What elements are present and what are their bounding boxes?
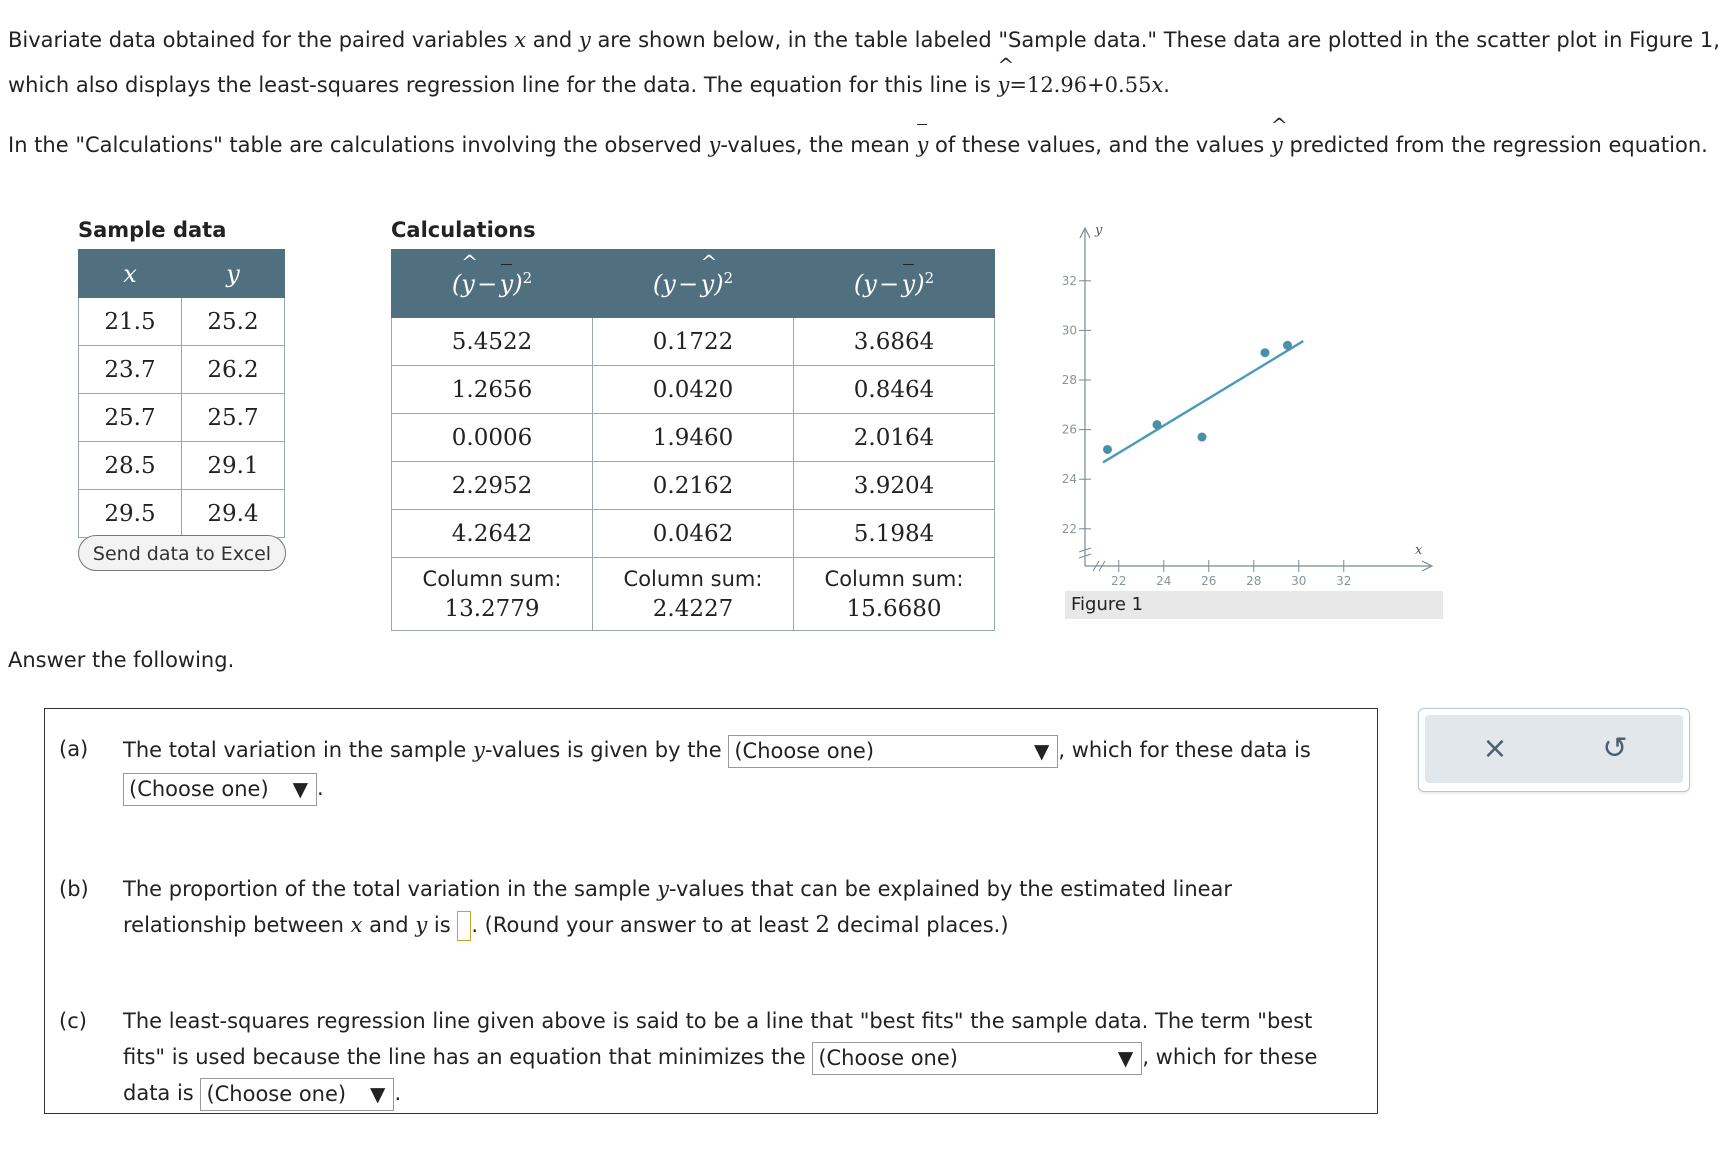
table-row bbox=[79, 490, 285, 538]
y-axis-label: y bbox=[1095, 223, 1103, 238]
data-point bbox=[1261, 348, 1270, 357]
column-sum-label: Column sum: bbox=[422, 567, 562, 591]
calculations-heading: Calculations bbox=[391, 218, 536, 242]
table-row bbox=[79, 346, 285, 394]
dropdown-arrow-icon: ▼ bbox=[292, 776, 308, 801]
calc-cell: 2.2952 bbox=[392, 462, 593, 510]
calc-cell: 0.8464 bbox=[794, 366, 995, 414]
total-variation-dropdown[interactable]: (Choose one) ▼ bbox=[728, 735, 1058, 768]
proportion-input[interactable] bbox=[457, 911, 471, 941]
regression-equation: =12.96+0.55 bbox=[1009, 73, 1152, 97]
column-sum-row bbox=[392, 558, 995, 631]
calc-cell: 0.0462 bbox=[593, 510, 794, 558]
question-letter: (b) bbox=[59, 877, 89, 901]
column-sum-cell bbox=[593, 558, 794, 631]
calc-cell: 1.2656 bbox=[392, 366, 593, 414]
send-data-to-excel-button[interactable]: Send data to Excel bbox=[78, 535, 286, 571]
question-letter: (c) bbox=[59, 1009, 87, 1033]
y-bar-symbol: y bbox=[916, 130, 928, 160]
calc-cell: 0.0420 bbox=[593, 366, 794, 414]
cell-y: 25.2 bbox=[182, 298, 285, 346]
data-point bbox=[1283, 341, 1292, 350]
regression-line bbox=[1103, 341, 1303, 462]
calc-cell: 0.1722 bbox=[593, 318, 794, 366]
y-tick-label: 32 bbox=[1061, 273, 1077, 288]
total-variation-value-dropdown[interactable]: (Choose one) ▼ bbox=[123, 773, 317, 806]
question-box: (a) The total variation in the sample y-values is given by the (Choose one) ▼ , which for these data is (Choose one) ▼ . (b) The proportion of the total variation in the sample y-values that can be explained by the estimated linear relationship between x and y is . (Round your answer to at least 2 decimal places.) (c) The least-squares regression line given above is said to be a line that "best fits" the sample data. The term "best fits" is used because the line has an equation that minimizes the (Choose one) ▼ , which for these data is (Choose one) ▼ . bbox=[44, 708, 1378, 1114]
table-row bbox=[392, 510, 995, 558]
cell-y: 29.4 bbox=[182, 490, 285, 538]
y-tick-label: 24 bbox=[1061, 472, 1077, 487]
x-tick-label: 26 bbox=[1201, 574, 1217, 588]
cell-x: 21.5 bbox=[79, 298, 182, 346]
x-axis-label: x bbox=[1415, 543, 1423, 558]
cell-x: 23.7 bbox=[79, 346, 182, 394]
column-sum-label: Column sum: bbox=[824, 567, 964, 591]
sample-data-table bbox=[78, 249, 285, 538]
calc-cell: 0.0006 bbox=[392, 414, 593, 462]
y-tick-label: 28 bbox=[1061, 373, 1077, 387]
x-tick-label: 30 bbox=[1291, 574, 1307, 588]
y-tick-label: 26 bbox=[1061, 422, 1077, 437]
cell-y: 26.2 bbox=[182, 346, 285, 394]
y-hat-symbol: ^ y bbox=[1271, 130, 1283, 160]
column-header-y-minus-yhat-squared: (y − ^ y)$^2$ bbox=[593, 250, 794, 318]
calc-cell: 2.0164 bbox=[794, 414, 995, 462]
y-hat-symbol: ^ y bbox=[997, 63, 1009, 108]
x-tick-label: 22 bbox=[1111, 574, 1127, 588]
minimized-value-dropdown[interactable]: (Choose one) ▼ bbox=[200, 1078, 394, 1111]
column-sum-cell bbox=[794, 558, 995, 631]
y-tick-label: 30 bbox=[1061, 323, 1077, 338]
table-row bbox=[392, 318, 995, 366]
column-sum-cell bbox=[392, 558, 593, 631]
column-header-x: x bbox=[79, 250, 182, 298]
table-row bbox=[392, 366, 995, 414]
column-header-yhat-minus-ybar-squared: (^ y − y)$^2$ bbox=[392, 250, 593, 318]
table-row bbox=[79, 298, 285, 346]
cell-x: 28.5 bbox=[79, 442, 182, 490]
data-point bbox=[1198, 433, 1207, 442]
intro-paragraph: Bivariate data obtained for the paired variables x and y are shown below, in the table labeled "Sample data." These data are plotted in the scatter plot in Figure 1, which also displays the least-squares regression line for the data. The equation for this line is ^ y=12.96+0.55x. bbox=[8, 18, 1728, 108]
answer-tools-panel bbox=[1418, 708, 1690, 792]
dropdown-arrow-icon: ▼ bbox=[1117, 1045, 1134, 1070]
y-tick-label: 22 bbox=[1061, 521, 1077, 536]
data-point bbox=[1103, 445, 1112, 454]
calc-cell: 5.1984 bbox=[794, 510, 995, 558]
figure-caption: Figure 1 bbox=[1065, 591, 1443, 619]
dropdown-arrow-icon: ▼ bbox=[1033, 738, 1050, 763]
cell-y: 25.7 bbox=[182, 394, 285, 442]
column-sum-value: 15.6680 bbox=[846, 596, 942, 622]
cell-y: 29.1 bbox=[182, 442, 285, 490]
calculations-description: In the "Calculations" table are calculations involving the observed y-values, the mean y of these values, and the values ^ y predicted from the regression equation. bbox=[8, 130, 1728, 160]
calc-cell: 0.2162 bbox=[593, 462, 794, 510]
x-tick-label: 28 bbox=[1246, 574, 1262, 588]
x-tick-label: 24 bbox=[1156, 574, 1172, 588]
sample-data-heading: Sample data bbox=[78, 218, 227, 242]
calc-cell: 5.4522 bbox=[392, 318, 593, 366]
table-row bbox=[392, 462, 995, 510]
reset-button[interactable] bbox=[1555, 715, 1675, 783]
clear-button[interactable] bbox=[1435, 715, 1555, 783]
table-row bbox=[79, 394, 285, 442]
column-sum-value: 2.4227 bbox=[652, 596, 734, 622]
column-header-y-minus-ybar-squared: (y − y)$^2$ bbox=[794, 250, 995, 318]
table-row bbox=[79, 442, 285, 490]
close-icon: × bbox=[1482, 731, 1508, 766]
column-sum-label: Column sum: bbox=[623, 567, 763, 591]
calculations-table bbox=[391, 249, 995, 631]
column-header-y: y bbox=[182, 250, 285, 298]
x-tick-label: 32 bbox=[1336, 574, 1352, 588]
calc-cell: 1.9460 bbox=[593, 414, 794, 462]
undo-icon: ↺ bbox=[1602, 731, 1628, 766]
dropdown-arrow-icon: ▼ bbox=[370, 1081, 386, 1106]
calc-cell: 3.6864 bbox=[794, 318, 995, 366]
cell-x: 25.7 bbox=[79, 394, 182, 442]
data-point bbox=[1153, 420, 1162, 429]
calc-cell: 4.2642 bbox=[392, 510, 593, 558]
column-sum-value: 13.2779 bbox=[444, 596, 540, 622]
question-letter: (a) bbox=[59, 737, 89, 761]
minimized-quantity-dropdown[interactable]: (Choose one) ▼ bbox=[812, 1042, 1142, 1075]
scatter-plot bbox=[1061, 210, 1443, 620]
cell-x: 29.5 bbox=[79, 490, 182, 538]
answer-instructions: Answer the following. bbox=[8, 648, 235, 672]
table-row bbox=[392, 414, 995, 462]
calc-cell: 3.9204 bbox=[794, 462, 995, 510]
